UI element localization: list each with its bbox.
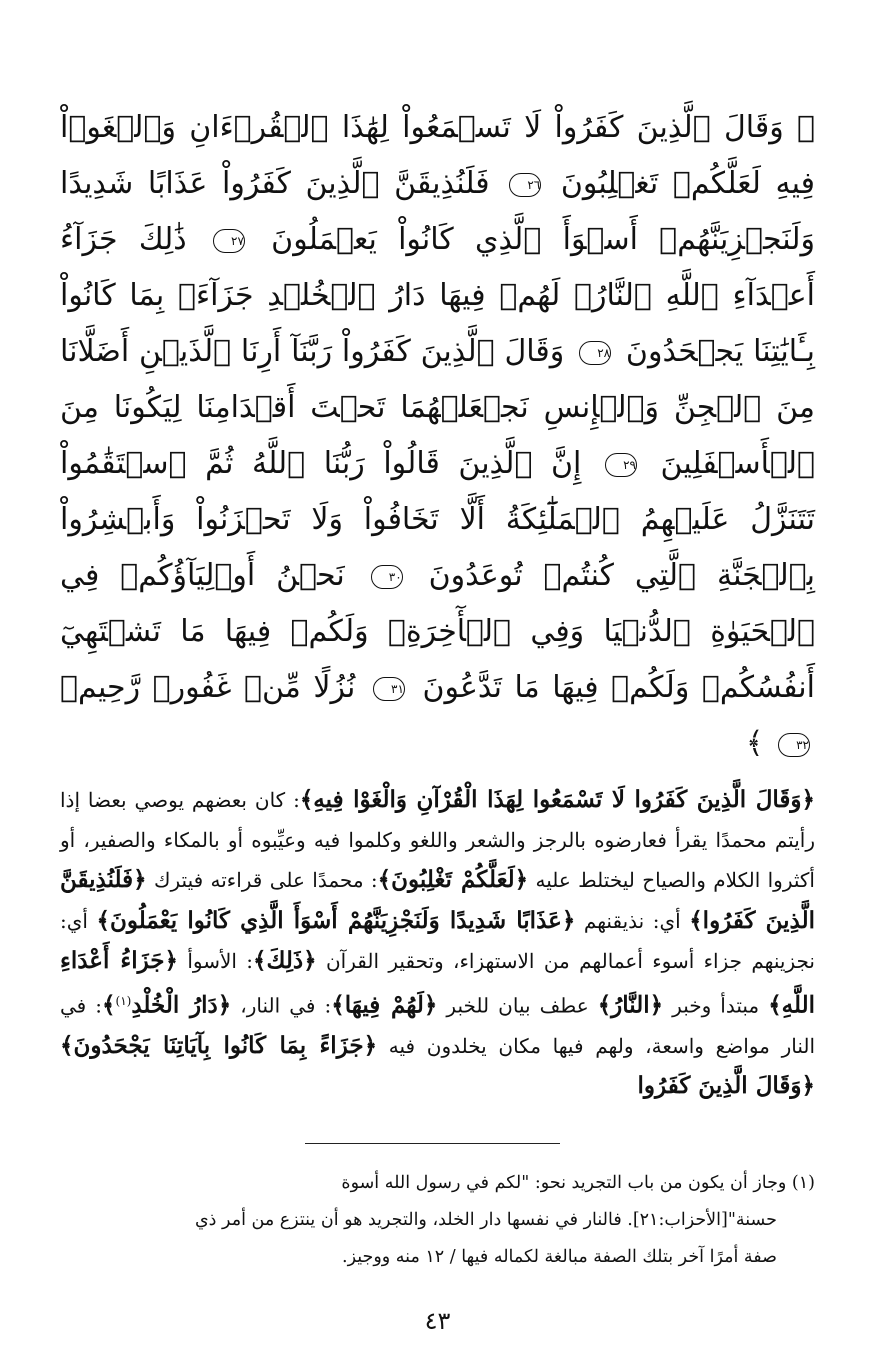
book-page: [60, 100, 815, 1340]
quote-falanudhiqanna: ﴿فَلَنُذِيقَنَّ الَّذِينَ كَفَرُوا﴾: [60, 866, 816, 934]
commentary-text: مبتدأ وخبر: [663, 993, 769, 1018]
verse-text-31: نَحۡنُ أَوۡلِيَآؤُكُمۡ فِي ٱلۡحَيَوٰةِ ٱلدُّنۡيَا وَفِي ٱلۡأٓخِرَةِۖ وَلَكُمۡ فِيهَا مَا تَشۡتَهِيٓ أَنفُسُكُمۡ وَلَكُمۡ فِيهَا مَا تَدَّعُونَ: [60, 558, 815, 705]
footnote-divider: [305, 1143, 560, 1144]
verse-end-bracket: ﴾: [745, 726, 764, 761]
commentary-text: : كان بعضهم يوصي بعضا إذا رأيتم محمدًا يقرأ فعارضوه بالرجز والشعر واللغو وكلموا فيه وعيِّبوه أو بالمكاء والصفير، أو أكثروا الكلام والصياح ليختلط عليه: [60, 788, 815, 892]
commentary-text: أي: نذيقنهم: [575, 908, 690, 933]
verse-text-29: وَقَالَ ٱلَّذِينَ كَفَرُواْ رَبَّنَآ أَرِنَا ٱلَّذَيۡنِ أَضَلَّانَا مِنَ ٱلۡجِنِّ وَٱلۡإِنسِ نَجۡعَلۡهُمَا تَحۡتَ أَقۡدَامِنَا لِيَكُونَا مِنَ ٱلۡأَسۡفَلِينَ: [60, 334, 815, 481]
ayah-marker-31: ٣١: [373, 677, 405, 701]
quote-jazau-adaillah: ﴿جَزَاءُ أَعْدَاءِ اللَّهِ﴾: [60, 947, 816, 1019]
verse-text-30: إِنَّ ٱلَّذِينَ قَالُواْ رَبُّنَا ٱللَّهُ ثُمَّ ٱسۡتَقَٰمُواْ تَتَنَزَّلُ عَلَيۡهِمُ ٱلۡمَلَٰٓئِكَةُ أَلَّا تَخَافُواْ وَلَا تَحۡزَنُواْ وَأَبۡشِرُواْ بِٱلۡجَنَّةِ ٱلَّتِي كُنتُمۡ تُوعَدُونَ: [60, 446, 815, 593]
quote-dhalika: ﴿ذَلِكَ﴾: [253, 947, 317, 974]
quran-verses: [60, 100, 815, 772]
commentary-text: : في النار مواضع واسعة، ولهم فيها مكان يخلدون فيه: [60, 993, 816, 1058]
footnote-reference[interactable]: (١): [115, 993, 132, 1008]
ayah-marker-29: ٢٩: [605, 453, 637, 477]
quote-verse-26: ﴿وَقَالَ الَّذِينَ كَفَرُوا لَا تَسْمَعُوا لِهَذَا الْقُرْآنِ وَالْغَوْا فِيهِ﴾: [299, 786, 816, 813]
verse-text-28: ذَٰلِكَ جَزَآءُ أَعۡدَآءِ ٱللَّهِ ٱلنَّارُۖ لَهُمۡ فِيهَا دَارُ ٱلۡخُلۡدِ جَزَآءَۢ بِمَا كَانُواْ بِـَٔايَٰتِنَا يَجۡحَدُونَ: [60, 222, 815, 369]
commentary-paragraph: [60, 780, 815, 1107]
footnote-line-1: (١) وجاز أن يكون من باب التجريد نحو: "لكم في رسول الله أسوة: [341, 1173, 815, 1193]
quote-jazaan-bima: ﴿جَزَاءً بِمَا كَانُوا بِآيَاتِنَا يَجْحَدُونَ﴾: [60, 1031, 378, 1059]
page-number: ٤٣: [424, 1307, 451, 1335]
verse-text-26: ﴿ وَقَالَ ٱلَّذِينَ كَفَرُواْ لَا تَسۡمَعُواْ لِهَٰذَا ٱلۡقُرۡءَانِ وَٱلۡغَوۡاْ فِيهِ لَعَلَّكُمۡ تَغۡلِبُونَ: [60, 110, 815, 201]
quote-waqala-alladhina: ﴿وَقَالَ الَّذِينَ كَفَرُوا: [637, 1072, 815, 1100]
verse-text-32: نُزُلًا مِّنۡ غَفُورٖ رَّحِيمٖ: [60, 670, 356, 705]
ayah-marker-28: ٢٨: [579, 341, 611, 365]
footnote: [60, 1165, 815, 1276]
commentary-text: : محمدًا على قراءته فيترك: [146, 868, 378, 892]
quote-lahum-fiha: ﴿لَهُمْ فِيهَا﴾: [331, 991, 438, 1019]
commentary-text: : الأسوأ: [177, 949, 254, 973]
footnote-line-2: حسنة"[الأحزاب:٢١]. فالنار في نفسها دار الخلد، والتجريد هو أن ينتزع من أمر ذي: [194, 1210, 777, 1230]
ayah-marker-27: ٢٧: [213, 229, 245, 253]
commentary-text: : في النار،: [231, 993, 332, 1018]
verse-text-27: فَلَنُذِيقَنَّ ٱلَّذِينَ كَفَرُواْ عَذَابًا شَدِيدًا وَلَنَجۡزِيَنَّهُمۡ أَسۡوَأَ ٱلَّذِي كَانُواْ يَعۡمَلُونَ: [60, 166, 815, 257]
quote-darul-khuld: ﴿دَارُ الْخُلْدِ: [131, 991, 232, 1019]
quote-close-bracket: ﴾: [102, 991, 116, 1019]
commentary-text: عطف بيان للخبر: [437, 993, 598, 1018]
commentary-text: أي: نجزينهم جزاء أسوء أعمالهم من الاستهزاء، وتحقير القرآن: [60, 908, 815, 973]
quote-taghlibun: ﴿لَعَلَّكُمْ تَغْلِبُونَ﴾: [377, 866, 529, 893]
quote-annar: ﴿النَّارُ﴾: [597, 991, 664, 1019]
ayah-marker-30: ٣٠: [371, 565, 403, 589]
ayah-marker-32: ٣٢: [778, 733, 810, 757]
ayah-marker-26: ٢٦: [509, 173, 541, 197]
footnote-line-3: صفة أمرًا آخر بتلك الصفة مبالغة لكماله فيها / ١٢ منه ووجيز.: [342, 1247, 777, 1267]
quote-adhaban-shadidan: ﴿عَذَابًا شَدِيدًا وَلَنَجْزِيَنَّهُمْ أَسْوَأَ الَّذِي كَانُوا يَعْمَلُونَ﴾: [96, 906, 576, 934]
